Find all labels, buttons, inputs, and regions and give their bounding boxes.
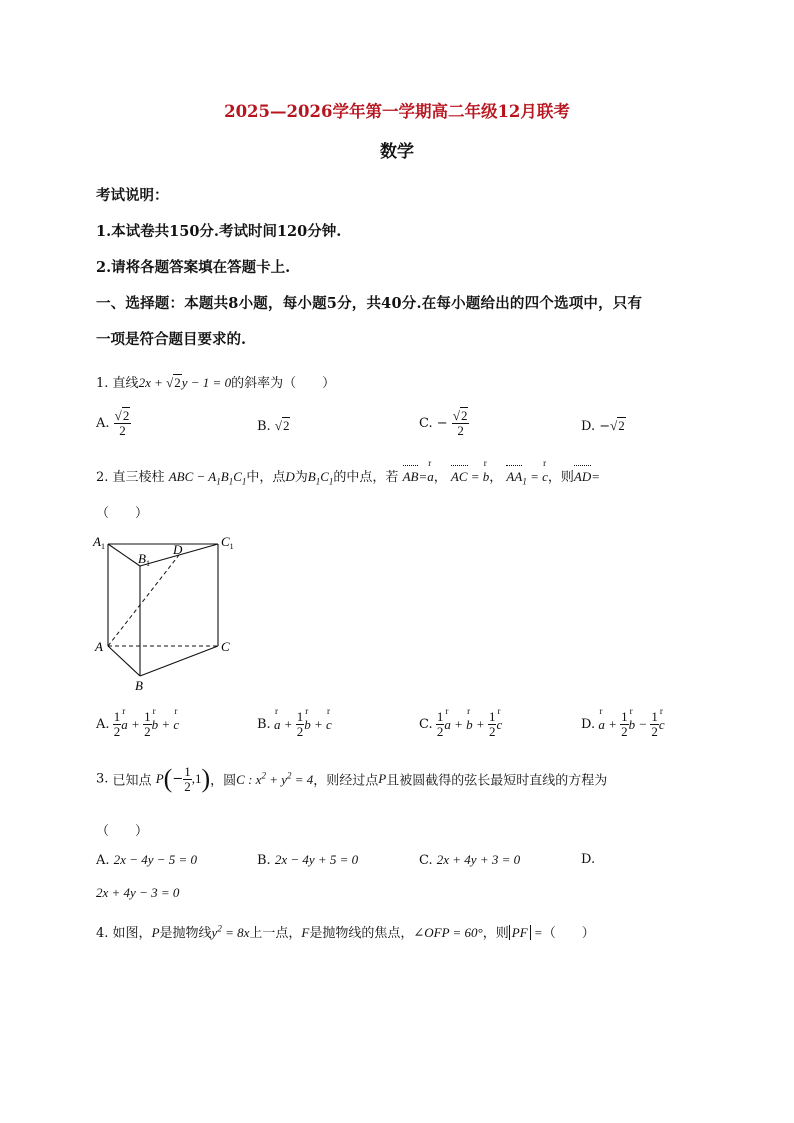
q2-option-a: A. $\frac{1}{2}$ r a + $\frac{1}{2}$ r b + r c xyxy=(96,710,179,739)
instructions-line1: 1.本试卷共150分.考试时间120分钟. xyxy=(96,223,342,240)
q1-option-d: D. −√2 xyxy=(581,418,625,434)
q3-option-c: C. 2x + 4y + 3 = 0 xyxy=(419,852,521,868)
q1-suffix: 的斜率为（ ） xyxy=(231,376,336,391)
q3-blank: （ ） xyxy=(96,824,149,839)
q2-blank: （ ） xyxy=(96,506,149,521)
q3-option-d-answer: 2x + 4y − 3 = 0 xyxy=(96,885,180,900)
edge-a1-b1 xyxy=(108,544,140,566)
prism-figure xyxy=(90,530,240,695)
subject-title: 数学 xyxy=(380,142,414,162)
label-b1: $B_1$ xyxy=(138,551,150,568)
exam-title: 2025—2026学年第一学期高二年级12月联考 xyxy=(224,102,570,121)
q3-option-d: D. xyxy=(581,852,596,867)
q2-option-d: D. r a + $\frac{1}{2}$ r b − $\frac{1}{2}$ r c xyxy=(581,710,665,739)
q1-option-a: A. $\frac{√2}{2}$ xyxy=(96,408,130,438)
edge-a-b xyxy=(108,646,140,676)
q1-option-c: C. − $\frac{√2}{2}$ xyxy=(419,408,468,438)
q2-option-b: B. r a + $\frac{1}{2}$ r b + r c xyxy=(257,710,332,739)
question-2: 2. 直三棱柱 ABC − $A_1B_1C_1$中，点D为$B_1C_1$的中点，若 AB=r a， AC = r b， $AA_1 = r$ c，则AD= xyxy=(96,466,600,487)
q1-option-b: B. √2 xyxy=(257,418,290,434)
label-c: C xyxy=(221,639,230,654)
label-c1: $C_1$ xyxy=(221,534,234,551)
segment-a-d xyxy=(108,555,179,646)
question-1 xyxy=(96,372,335,391)
label-a1: $A_1$ xyxy=(93,534,105,551)
q1-prefix: 直线 xyxy=(112,376,139,391)
section1-line1: 一、选择题：本题共8小题，每小题5分，共40分.在每小题给出的四个选项中，只有 xyxy=(96,295,643,312)
label-a: A xyxy=(95,639,103,654)
q1-equation: 2x + √2y − 1 = 0 xyxy=(138,375,232,390)
q3-option-b: B. 2x − 4y + 5 = 0 xyxy=(257,852,359,868)
label-b: B xyxy=(135,678,143,693)
label-d: D xyxy=(173,542,183,557)
question-4: 4. 如图，P是抛物线$y^2 = 8x$上一点，F是抛物线的焦点，∠OFP = 60°，则 PF =（ ） xyxy=(96,923,595,941)
question-3: 3. 已知点 P(− $\frac{1}{2}$ ,1)，圆C : $x^2 + y^2 = 4$，则经过点P且被圆截得的弦长最短时直线的方程为 xyxy=(96,763,608,794)
section1-line2: 一项是符合题目要求的. xyxy=(96,331,247,348)
q1-number: 1. xyxy=(96,376,109,391)
q3-option-a: A. 2x − 4y − 5 = 0 xyxy=(96,852,198,868)
instructions-line2: 2.请将各题答案填在答题卡上. xyxy=(96,259,291,276)
instructions-heading: 考试说明： xyxy=(96,187,169,204)
edge-b-c xyxy=(140,646,218,676)
q2-option-c: C. $\frac{1}{2}$ r a + r b + $\frac{1}{2}$ r c xyxy=(419,710,502,739)
